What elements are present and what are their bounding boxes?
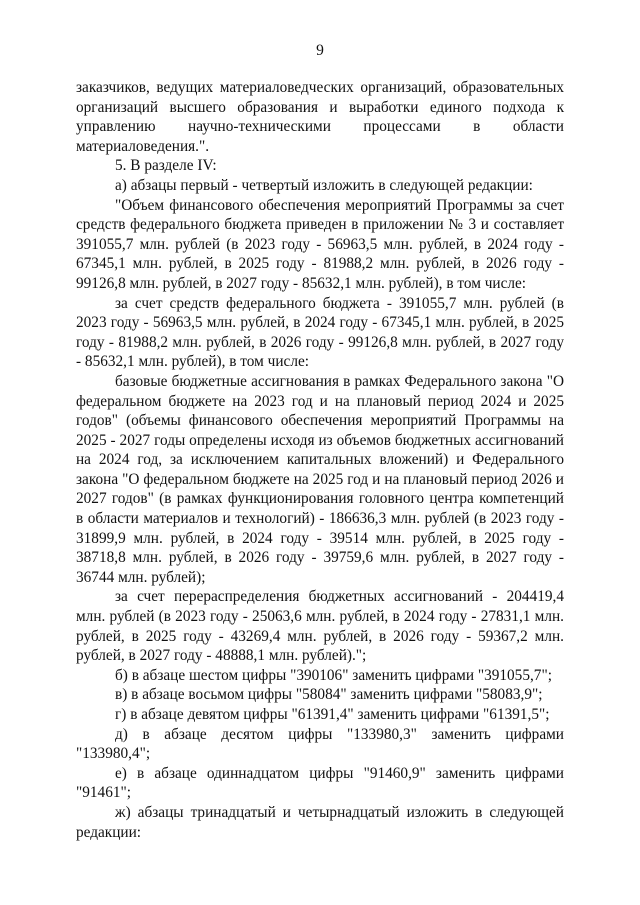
paragraph-item-v: в) в абзаце восьмом цифры "58084" заменить цифрами "58083,9"; [115,686,543,704]
page-number: 9 [316,42,324,59]
paragraph-section-5: 5. В разделе IV: [115,157,217,175]
paragraph-continuation: заказчиков, ведущих материаловедческих организаций, образовательных организаций высшего образования и выработки единого подхода к управлению научно-техническими процессами в области материаловедения.". [76,79,564,155]
document-body [76,78,564,842]
paragraph-federal-budget: за счет средств федерального бюджета - 391055,7 млн. рублей (в 2023 году - 56963,5 млн. рублей, в 2024 году - 67345,1 млн. рублей, в 2025 году - 81988,2 млн. рублей, в 2026 году - 99126,8 млн. рублей, в 2027 году - 85632,1 млн. рублей), в том числе: [76,294,564,371]
paragraph-item-g: г) в абзаце девятом цифры "61391,4" заменить цифрами "61391,5"; [115,706,550,723]
paragraph-item-zh: ж) абзацы тринадцатый и четырнадцатый изложить в следующей редакции: [76,803,564,841]
paragraph-item-e: е) в абзаце одиннадцатом цифры "91460,9" заменить цифрами "91461"; [76,764,564,802]
paragraph-redistribution: за счет перераспределения бюджетных ассигнований - 204419,4 млн. рублей (в 2023 году - 25063,6 млн. рублей, в 2024 году - 27831,1 млн. рублей, в 2025 году - 43269,4 млн. рублей, в 2026 году - 59367,2 млн. рублей, в 2027 году - 48888,1 млн. рублей)."; [76,588,564,665]
paragraph-funding-total: "Объем финансового обеспечения мероприятий Программы за счет средств федерального бюджета приведен в приложении № 3 и составляет 391055,7 млн. рублей (в 2023 году - 56963,5 млн. рублей, в 2024 году - 67345,1 млн. рублей, в 2025 году - 81988,2 млн. рублей, в 2026 году - 99126,8 млн. рублей, в 2027 году - 85632,1 млн. рублей), в том числе: [76,196,564,292]
paragraph-base-allocations: базовые бюджетные ассигнования в рамках Федерального закона "О федеральном бюджете на 2023 год и на плановый период 2024 и 2025 годов" (объемы финансового обеспечения мероприятий Программы на 2025 - 2027 годы определены исходя из объемов бюджетных ассигнований на 2024 год, за исключением капитальных вложений) и Федерального закона "О федеральном бюджете на 2025 год и на плановый период 2026 и 2027 годов" (в рамках функционирования головного центра компетенций в области материалов и технологий) - 186636,3 млн. рублей (в 2023 году - 31899,9 млн. рублей, в 2024 году - 39514 млн. рублей, в 2025 году - 38718,8 млн. рублей, в 2026 году - 39759,6 млн. рублей, в 2027 году - 36744 млн. рублей); [76,372,564,586]
paragraph-item-a: а) абзацы первый - четвертый изложить в следующей редакции: [115,176,533,194]
paragraph-item-b: б) в абзаце шестом цифры "390106" заменить цифрами "391055,7"; [115,666,552,684]
paragraph-item-d: д) в абзаце десятом цифры "133980,3" заменить цифрами "133980,4"; [76,725,564,763]
